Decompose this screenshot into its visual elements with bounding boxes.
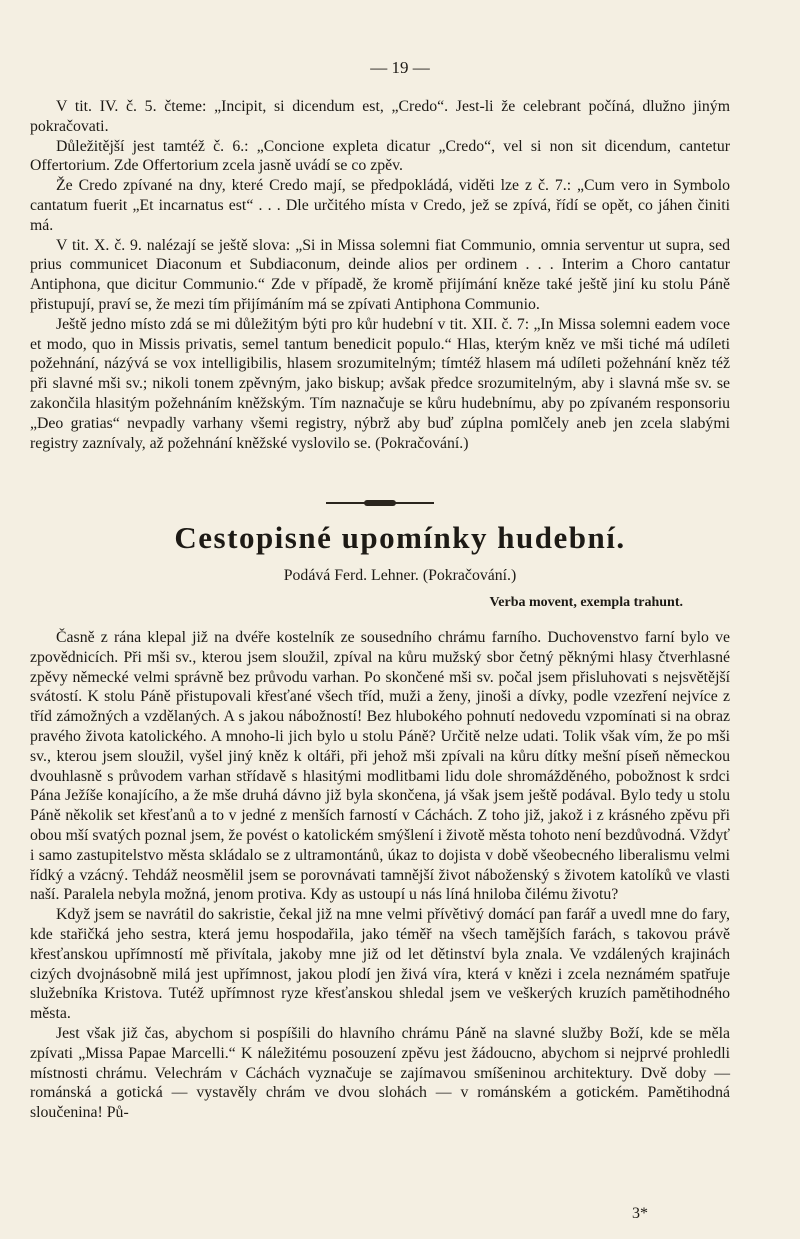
paragraph: Časně z rána klepal již na dvéře kostelník ze sousedního chrámu farního. Duchovenstvo farní bylo ve zpovědnicích. Při mši sv., kterou jsem sloužil, zpíval na kůru mužský sbor četný pěknými hlasy čtverhlasné zpěvy německé velmi správně bez průvodu varhan. Po skončené mši sv. počal jsem přisluhovati s nejsvětější svátostí. K stolu Páně přistupovali křesťané všech tříd, muži a ženy, jinoši a dívky, podle vzezření nejvíce z tříd zámožných a vzdělaných. A s jakou nábožností! Bez hlubokého pohnutí nedovedu vzpomínati si na obraz pravého života katolického. A mnoho-li jich bylo u stolu Páně? Určitě nelze udati. Tolik však vím, že po mši sv., kterou jsem sloužil, vyšel jiný kněz k oltáři, při jehož mši zpívali na kůru dítky mešní píseň německou dvouhlasně s průvodem varhan střídavě s hlasitými modlitbami lidu dole shromážděného, pobožnost k srdci Pána Ježíše konajícího, a že mše druhá dávno již byla skončena, já však jsem ještě podával. Bylo tedy u stolu Páně několik set křesťanů a to v jedné z menších farností v Cáchách. Z toho již, jakož i z krásného zpěvu při obou mší svatých poznal jsem, že povést o katolickém smýšlení i životě města tohoto není bezdůvodná. Vždyť i samo zastupitelstvo města skládalo se z ultramontánů, úkaz to dojista v době všeobecného liberalismu velmi řídký a vzácný. Tehdáž neosmělil jsem se porovnávati tamnější život náboženský s životem katolíků ve vlasti naší. Paralela nebyla možná, jenom protiva. Kdy as ustoupí u nás líná hniloba čilému životu? xyxy=(30,629,730,904)
paragraph: Ještě jedno místo zdá se mi důležitým býti pro kůr hudební v tit. XII. č. 7: „In Missa solemni eadem voce et modo, quo in Missis privatis, semel tantum benedicit populo.“ Hlas, kterým kněz ve mši tiché má udíleti požehnání, názývá se vox intelligibilis, hlasem srozumitelným; tímtéž hlasem má udíleti požehnání kněz též při slavné mši sv.; nikoli tonem zpěvným, jako biskup; avšak předce srozumitelným, aby i slavná mše sv. se zakončila hlasitým požehnáním kněžským. Tím naznačuje se kůru hudebnímu, aby po zpívaném responsoriu „Deo gratias“ nevpadly varhany všemi registry, nýbrž aby buď zúplna pomlčely aneb jen zcela slabými registry zaznívaly, až požehnání kněžské vyslovilo se. (Pokračování.) xyxy=(30,315,730,452)
motto: Verba movent, exempla trahunt. xyxy=(489,595,683,610)
section-divider xyxy=(326,502,434,504)
paragraph: Že Credo zpívané na dny, které Credo mají, se předpokládá, viděti lze z č. 7.: „Cum vero in Symbolo cantatum fuerit „Et incarnatus est“ . . . Dle určitého místa v Credo, jež se zpívá, řídí se opět, co jáhen činiti má. xyxy=(30,177,730,234)
article-heading: Cestopisné upomínky hudební. xyxy=(174,520,626,555)
paragraph: V tit. X. č. 9. nalézají se ještě slova: „Si in Missa solemni fiat Communio, omnia serventur ut supra, sed prius communicet Diaconum et Subdiaconum, deinde alios per ordinem . . . Interim a Choro cantatur Antiphona, que dicitur Communio.“ Zde v případě, že kromě přijímání kněze také ještě jiní ku stolu Páně přistupují, praví se, že mezi tím přijímáním má se zpívati Antiphona Communio. xyxy=(30,236,730,313)
paragraph: Když jsem se navrátil do sakristie, čekal již na mne velmi přívětivý domácí pan farář a uvedl mne do fary, kde stařičká jeho sestra, která jemu hospodařila, jako téměř na všech tamějších farách, s takovou právě křesťanskou upřímností mě přivítala, jakoby mne již od let dětinství byla znala. Ve vzdálených krajinách cizých dvojnásobně milá jest upřímnost, jakou plodí jen živá víra, která v knězi i zcela neznámém spatřuje služebníka Kristova. Tutéž upřímnost ryze křesťanskou shledal jsem ve veškerých kruzích pamětihodného města. xyxy=(30,906,730,1023)
signature-mark: 3* xyxy=(632,1205,648,1222)
page-number: — 19 — xyxy=(370,58,430,77)
paragraph: V tit. IV. č. 5. čteme: „Incipit, si dicendum est, „Credo“. Jest-li že celebrant počíná, dlužno jiným pokračovati. xyxy=(30,98,730,135)
paragraph: Důležitější jest tamtéž č. 6.: „Concione expleta dicatur „Credo“, vel si non sit dicendum, cantetur Offertorium. Zde Offertorium zcela jasně uvádí se co zpěv. xyxy=(30,137,730,175)
paragraph: Jest však již čas, abychom si pospíšili do hlavního chrámu Páně na slavné služby Boží, kde se měla zpívati „Missa Papae Marcelli.“ K náležitému posouzení zpěvu jest žádoucno, abychom si nejprvé prohledli místnosti chrámu. Velechrám v Cáchách vyznačuje se zajímavou smíšeninou architektury. Dvě doby — románská a gotická — vystavěly chrám ve dvou slohách — v románském a gotickém. Pamětihodná sloučenina! Pů- xyxy=(30,1024,730,1122)
continued-article xyxy=(30,97,730,453)
author-line: Podává Ferd. Lehner. (Pokračování.) xyxy=(283,567,517,584)
travel-article xyxy=(30,628,730,1123)
